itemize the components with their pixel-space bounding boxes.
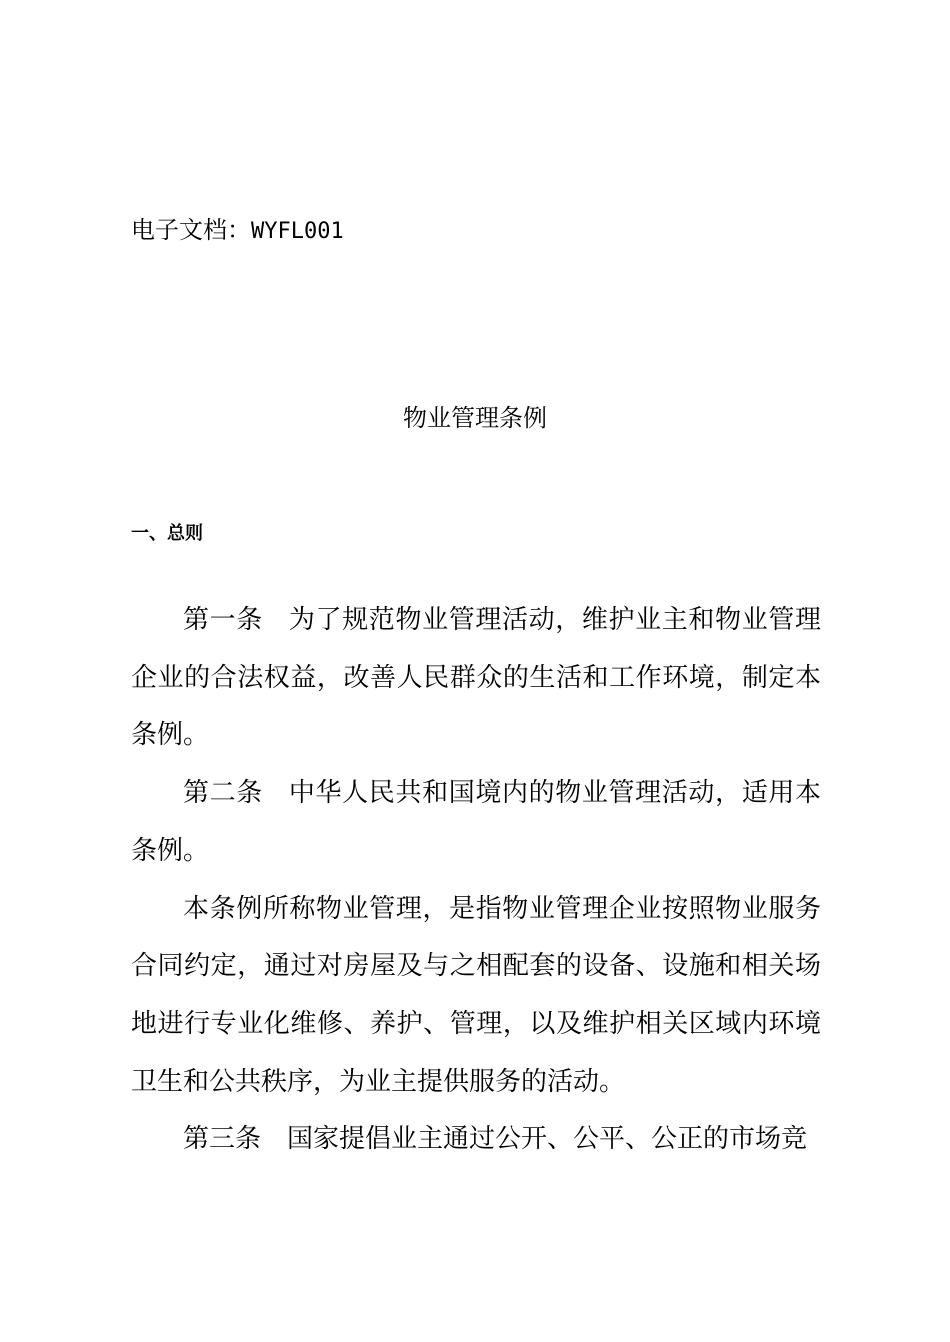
paragraph-text: 本条例所称物业管理，是指物业管理企业按照物业服务合同约定，通过对房屋及与之相配套的设备、设施和相关场地进行专业化维修、养护、管理，以及维护相关区域内环境卫生和公共秩序，为业主提供服务的活动。: [131, 893, 821, 1097]
article-label: 第二条: [183, 778, 263, 809]
article-text: 国家提倡业主通过公开、公平、公正的市场竞: [287, 1124, 808, 1155]
article-text: 中华人民共和国境内的物业管理活动，适用本条例。: [131, 778, 821, 866]
section-heading: [131, 520, 203, 548]
document-id: [131, 212, 344, 250]
article-text: 为了规范物业管理活动，维护业主和物业管理企业的合法权益，改善人民群众的生活和工作环境，制定本条例。: [131, 605, 821, 751]
article-label: 第三条: [183, 1124, 262, 1155]
article-paragraph: [131, 1111, 821, 1169]
document-id-code: WYFL001: [251, 219, 344, 244]
body-paragraph: [131, 881, 821, 1112]
document-id-label: 电子文档：: [131, 216, 251, 244]
article-paragraph: [131, 592, 821, 765]
document-title: 物业管理条例: [403, 404, 547, 432]
document-body: [131, 592, 821, 1169]
article-label: 第一条: [183, 605, 263, 635]
article-paragraph: [131, 765, 821, 880]
section-title: 总则: [167, 523, 203, 544]
section-number: 一、: [131, 523, 167, 544]
